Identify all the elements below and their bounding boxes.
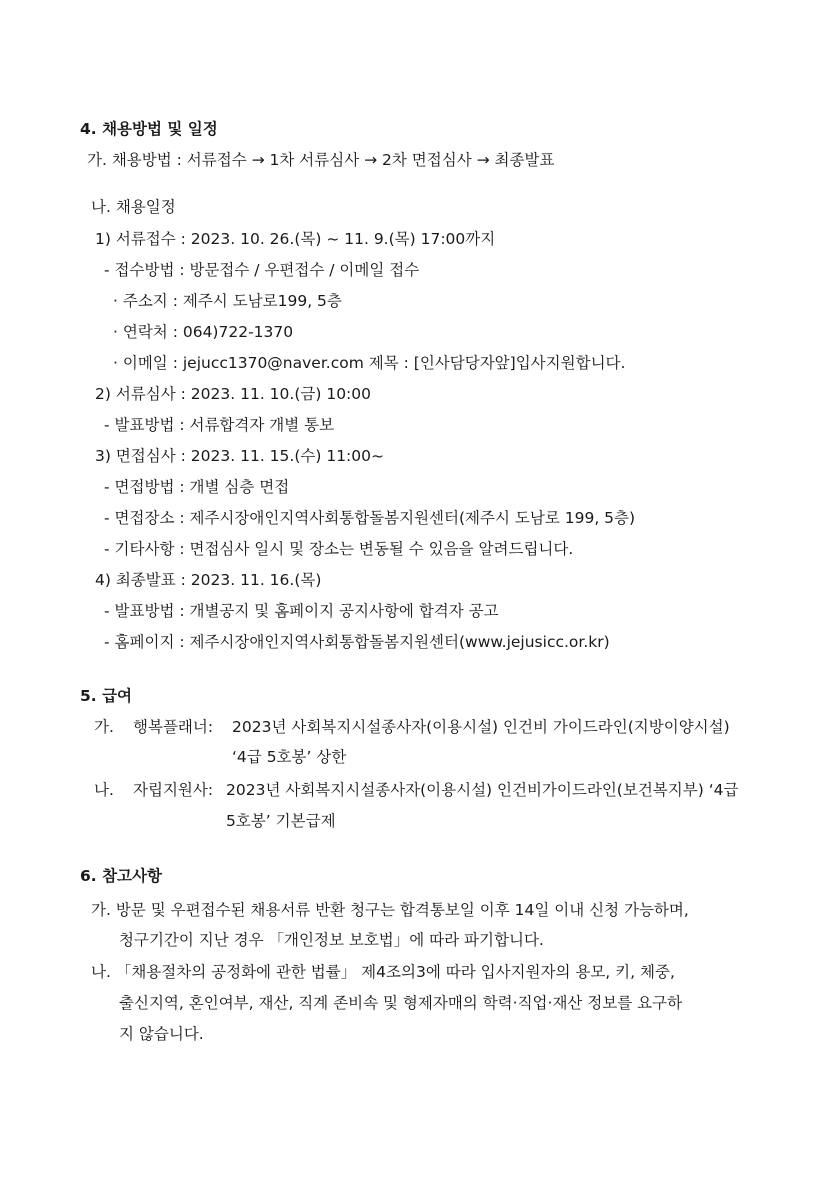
salary-ga-role: 행복플래너: (133, 718, 214, 736)
salary-na-text (226, 780, 774, 800)
salary-ga-text (232, 717, 774, 737)
announce-method-2: - 발표방법 : 개별공지 및 홈페이지 공지사항에 합격자 공고 (104, 602, 499, 620)
interview-notes: - 기타사항 : 면접심사 일시 및 장소는 변동될 수 있음을 알려드립니다. (104, 540, 574, 558)
salary-na-role: 자립지원사: (133, 781, 214, 799)
section-4-heading: 4. 채용방법 및 일정 (80, 120, 218, 138)
note-na-line2: 출신지역, 혼인여부, 재산, 직계 존비속 및 형제자매의 학력·직업·재산 정보를 요구하 (119, 994, 683, 1012)
salary-ga-label: 가. (94, 718, 114, 736)
salary-na-line1: 2023년 사회복지시설종사자(이용시설) 인건비가이드라인(보건복지부) ‘4급 (226, 781, 739, 799)
contact-email: · 이메일 : jejucc1370@naver.com 제목 : [인사담당자앞]입사지원합니다. (113, 354, 626, 372)
interview-location: - 면접장소 : 제주시장애인지역사회통합돌봄지원센터(제주시 도남로 199, 5층) (104, 509, 636, 527)
note-na-line3: 지 않습니다. (119, 1025, 204, 1043)
address: · 주소지 : 제주시 도남로199, 5층 (113, 292, 342, 310)
step-2-document-review: 2) 서류심사 : 2023. 11. 10.(금) 10:00 (95, 385, 371, 403)
announce-method-1: - 발표방법 : 서류합격자 개별 통보 (104, 416, 335, 434)
recruit-method: 가. 채용방법 : 서류접수 → 1차 서류심사 → 2차 면접심사 → 최종발표 (87, 151, 555, 169)
note-na-line1: 나. 「채용절차의 공정화에 관한 법률」 제4조의3에 따라 입사지원자의 용모, 키, 체중, (91, 963, 675, 981)
step-3-interview: 3) 면접심사 : 2023. 11. 15.(수) 11:00~ (95, 447, 384, 465)
contact-phone: · 연락처 : 064)722-1370 (113, 323, 294, 341)
salary-na-line2: 5호봉’ 기본급제 (226, 812, 336, 830)
interview-method: - 면접방법 : 개별 심층 면접 (104, 478, 290, 496)
salary-na-label: 나. (94, 781, 114, 799)
receipt-method: - 접수방법 : 방문접수 / 우편접수 / 이메일 접수 (104, 261, 420, 279)
note-ga-line1: 가. 방문 및 우편접수된 채용서류 반환 청구는 합격통보일 이후 14일 이내 신청 가능하며, (91, 901, 689, 919)
salary-ga-line2: ‘4급 5호봉’ 상한 (232, 748, 347, 766)
step-1-document-receipt: 1) 서류접수 : 2023. 10. 26.(목) ~ 11. 9.(목) 17:00까지 (95, 230, 496, 248)
salary-ga-line1: 2023년 사회복지시설종사자(이용시설) 인건비 가이드라인(지방이양시설) (232, 718, 730, 736)
homepage: - 홈페이지 : 제주시장애인지역사회통합돌봄지원센터(www.jejusicc.or.kr) (104, 633, 610, 651)
step-4-final: 4) 최종발표 : 2023. 11. 16.(목) (95, 571, 322, 589)
section-5-heading: 5. 급여 (80, 687, 133, 705)
note-ga-line2: 청구기간이 지난 경우 「개인정보 보호법」에 따라 파기합니다. (119, 931, 544, 949)
section-6-heading: 6. 참고사항 (80, 867, 162, 885)
schedule-heading: 나. 채용일정 (91, 198, 176, 216)
